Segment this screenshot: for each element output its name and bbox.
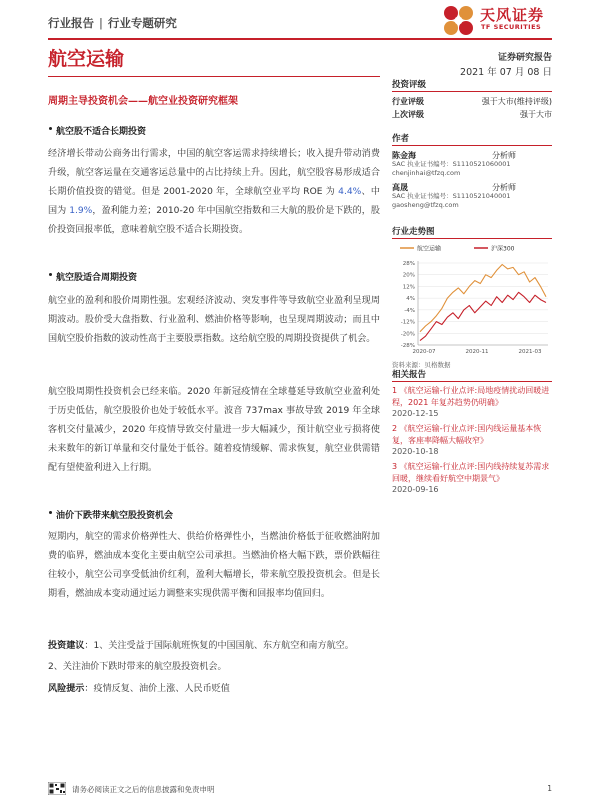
category-label: 行业报告: [48, 16, 94, 30]
y-tick-label: 20%: [402, 272, 415, 279]
rating-panel: [392, 78, 552, 121]
y-tick-label: 28%: [402, 261, 415, 267]
y-tick-label: -4%: [404, 307, 415, 314]
section-1-text-b: 、中国为: [48, 187, 380, 216]
author-1-head: [392, 149, 552, 160]
related-panel: [392, 368, 552, 499]
report-date: 2021 年 07 月 08 日: [460, 67, 552, 78]
advice-item-1: ：1、关注受益于国际航班恢复的中国国航、东方航空和南方航空。: [84, 641, 354, 651]
section-heading-3: 油价下跌带来航空股投资机会: [56, 508, 173, 521]
related-report-link[interactable]: 1 《航空运输-行业点评:局地疫情扰动回暖进程，2021 年复苏趋势仍明确》: [392, 386, 550, 407]
author-2-role: 分析师: [492, 183, 516, 192]
author-1-role: 分析师: [492, 151, 516, 160]
related-title: 相关报告: [392, 368, 552, 382]
legend-label: 沪深300: [491, 245, 515, 253]
category-separator: |: [99, 16, 103, 30]
related-list: [392, 385, 552, 496]
previous-rating-label: 上次评级: [392, 110, 424, 119]
risk-warning: [48, 680, 380, 699]
advice-label: 投资建议: [48, 641, 85, 651]
section-heading-2: 航空股适合周期投资: [56, 270, 137, 283]
section-body-3: 短期内，航空的需求价格弹性大、供给价格弹性小，当燃油价格低于征收燃油附加费的临界，燃油成本变化主要由航空公司承担。当燃油价格大幅下跌，票价跌幅往往较小，航空公司享受低油价红利，盈利大幅增长，带来航空股投资机会。但是长期看，燃油成本变动通过运力调整来实现供需平衡和回报率均值回归。: [48, 532, 380, 599]
header-bar: [48, 8, 552, 40]
chart-source: 资料来源：贝格数据: [392, 361, 451, 369]
x-tick-label: 2021-03: [518, 349, 542, 355]
author-2: [392, 181, 552, 210]
industry-rating-label: 行业评级: [392, 97, 424, 106]
logo-text-en: TF SECURITIES: [481, 23, 542, 31]
subcategory-label: 行业专题研究: [107, 16, 177, 30]
author-1: [392, 149, 552, 178]
y-tick-label: 12%: [402, 284, 415, 291]
section-body-1: [48, 145, 380, 240]
advice-item-2: 2、关注油价下跌时带来的航空股投资机会。: [48, 662, 227, 672]
title-divider: [48, 76, 380, 77]
y-tick-label: 4%: [406, 296, 415, 303]
related-report-date: 2020-10-18: [392, 447, 439, 456]
page-title: 航空运输: [48, 48, 125, 70]
author-2-name: 高晟: [392, 183, 408, 192]
author-2-head: [392, 181, 552, 192]
section-1-text-a: 经济增长带动公商务出行需求，中国的航空客运需求持续增长；收入提升带动消费升级，航空客运量在交通客运总量中的占比持续上升。因此，航空股容易形成适合长期价值投资的错觉。但是 2001-2020 年，全球航空业平均 ROE 为: [48, 149, 380, 197]
report-category: [48, 15, 177, 31]
logo-text-cn: 天风证券: [480, 6, 545, 24]
roe-china-value: 1.9%: [69, 206, 93, 216]
related-report-link[interactable]: 3 《航空运输-行业点评:国内线持续复苏需求回暖，继续看好航空中期景气》: [392, 462, 550, 483]
y-tick-label: -12%: [400, 319, 415, 326]
qr-code-icon: [48, 782, 66, 795]
logo-mark-icon: [442, 4, 476, 36]
tf-securities-logo: [442, 2, 552, 38]
author-2-cert: SAC 执业证书编号：S1110521040001: [392, 192, 511, 200]
author-1-email[interactable]: chenjinhai@tfzq.com: [392, 169, 461, 177]
x-tick-label: 2020-07: [412, 349, 436, 355]
industry-rating-value: 强于大市(维持评级): [481, 97, 552, 106]
authors-title: 作者: [392, 132, 552, 146]
report-subtitle: 周期主导投资机会——航空业投资研究框架: [48, 96, 238, 107]
section-body-2b: 航空股周期性投资机会已经来临。2020 年新冠疫情在全球蔓延导致航空业盈利处于历史低估，航空股股价也处于较低水平。波音 737max 事故导致 2019 年全球客机交付量减少，2020 年疫情导致交付量进一步大幅减少，预计航空业亏损将使未来数年的新订单量和交付量处于低谷。随着疫情缓解、需求恢复，航空业供需错配有望使盈利进入上行期。: [48, 387, 380, 473]
related-report-date: 2020-12-15: [392, 409, 439, 418]
author-2-email[interactable]: gaosheng@tfzq.com: [392, 201, 459, 209]
rating-row-previous: [392, 108, 552, 121]
y-tick-label: -20%: [400, 331, 415, 338]
investment-advice: [48, 637, 380, 656]
roe-global-value: 4.4%: [338, 187, 362, 197]
section-1-text-c: ，盈利能力差；2010-20 年中国航空指数和三大航的股价是下跌的，股价投资回报率低，意味着航空股不适合长期投资。: [48, 206, 380, 235]
section-heading-1: 航空股不适合长期投资: [56, 124, 146, 137]
related-report-date: 2020-09-16: [392, 485, 439, 494]
section-body-2a: 航空业的盈利和股价周期性强。宏观经济波动、突发事件等导致航空业盈利呈现周期波动。股价受大盘指数、行业盈利、燃油价格等影响，也呈现周期波动；而且中国航空股价指数的波动性高于主要股票指数。这给航空股的周期投资提供了机会。: [48, 296, 380, 344]
report-type: 证券研究报告: [497, 53, 552, 63]
risk-label: 风险提示: [48, 684, 85, 694]
trend-title: 行业走势图: [392, 225, 552, 239]
page-number: 1: [547, 784, 552, 793]
trend-chart: [392, 241, 552, 359]
risk-text: ：疫情反复、油价上涨、人民币贬值: [84, 684, 230, 694]
author-1-name: 陈金海: [392, 151, 416, 160]
x-tick-label: 2020-11: [465, 349, 489, 355]
author-1-cert: SAC 执业证书编号：S1110521060001: [392, 160, 511, 168]
authors-panel: [392, 132, 552, 210]
legend-label: 航空运输: [417, 245, 442, 253]
y-tick-label: -28%: [400, 343, 415, 349]
rating-row-industry: [392, 95, 552, 108]
previous-rating-value: 强于大市: [520, 110, 552, 119]
trend-panel: [392, 225, 552, 369]
related-report-link[interactable]: 2 《航空运输-行业点评:国内线运量基本恢复，客座率降幅大幅收窄》: [392, 424, 542, 445]
footer-disclaimer: 请务必阅读正文之后的信息披露和免责申明: [72, 785, 215, 794]
rating-title: 投资评级: [392, 78, 552, 92]
